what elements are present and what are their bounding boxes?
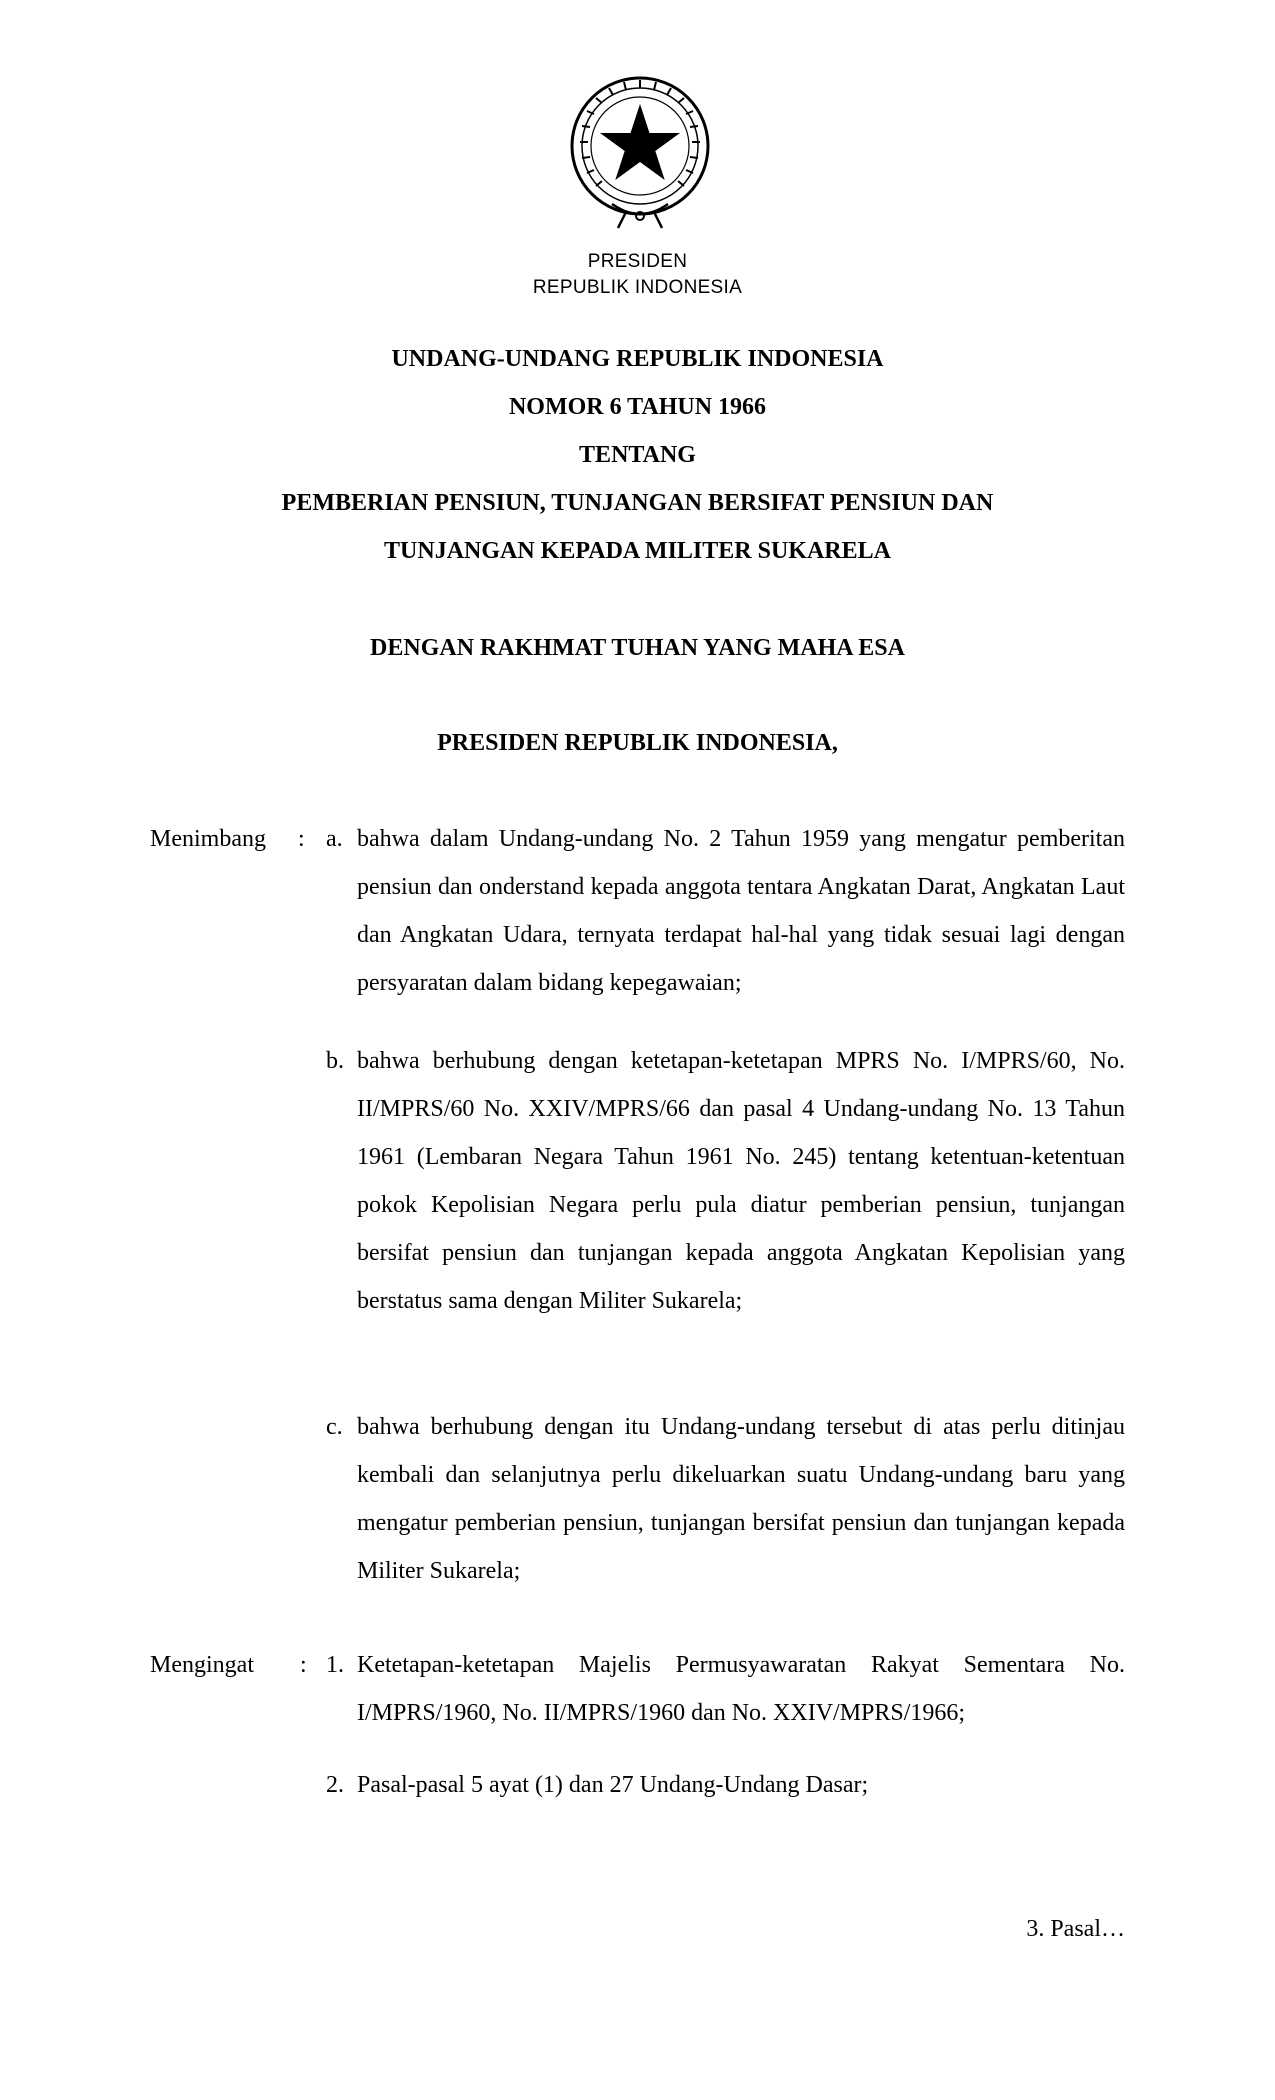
menimbang-item-c-text: bahwa berhubung dengan itu Undang-undang tersebut di atas perlu ditinjau kembali dan selanjutnya perlu dikeluarkan suatu Undang-undang baru yang mengatur pemberian pensiun, tunjangan bersifat pensiun dan tunjangan kepada Militer Sukarela; (357, 1414, 1125, 1584)
menimbang-item-a-marker: a. (326, 826, 343, 852)
document-title-line3: TENTANG (579, 442, 696, 468)
document-title-line1: UNDANG-UNDANG REPUBLIK INDONESIA (391, 346, 884, 372)
issuer-heading-line2: REPUBLIK INDONESIA (532, 277, 743, 298)
mengingat-label: Mengingat (150, 1652, 254, 1678)
mengingat-item-2-text: Pasal-pasal 5 ayat (1) dan 27 Undang-Undang Dasar; (357, 1772, 869, 1798)
issuer-heading: PRESIDEN REPUBLIK INDONESIA, (437, 730, 838, 756)
mengingat-item-2-marker: 2. (326, 1772, 344, 1798)
issuer-heading-line1: PRESIDEN (587, 251, 688, 272)
mengingat-item-1-text: Ketetapan-ketetapan Majelis Permusyawaratan Rakyat Sementara No. I/MPRS/1960, No. II/MPRS/1960 dan No. XXIV/MPRS/1966; (357, 1652, 1125, 1726)
blessing-heading: DENGAN RAKHMAT TUHAN YANG MAHA ESA (370, 635, 905, 661)
mengingat-colon: : (300, 1652, 307, 1678)
garuda-star-emblem-icon (560, 66, 720, 238)
document-subject-line2: TUNJANGAN KEPADA MILITER SUKARELA (384, 538, 891, 564)
menimbang-item-c-marker: c. (326, 1414, 343, 1440)
page-continuation: 3. Pasal… (1026, 1916, 1125, 1942)
document-subject-line1: PEMBERIAN PENSIUN, TUNJANGAN BERSIFAT PENSIUN DAN (281, 490, 994, 516)
menimbang-item-b-text: bahwa berhubung dengan ketetapan-ketetapan MPRS No. I/MPRS/60, No. II/MPRS/60 No. XXIV/MPRS/66 dan pasal 4 Undang-undang No. 13 Tahun 1961 (Lembaran Negara Tahun 1961 No. 245) tentang ketentuan-ketentuan pokok Kepolisian Negara perlu pula diatur pemberian pensiun, tunjangan bersifat pensiun dan tunjangan kepada anggota Angkatan Kepolisian yang berstatus sama dengan Militer Sukarela; (357, 1048, 1125, 1314)
mengingat-item-1-marker: 1. (326, 1652, 344, 1678)
document-number: NOMOR 6 TAHUN 1966 (508, 394, 767, 420)
menimbang-colon: : (298, 826, 305, 852)
menimbang-item-b-marker: b. (326, 1048, 344, 1074)
menimbang-label: Menimbang (150, 826, 266, 852)
menimbang-item-a-text: bahwa dalam Undang-undang No. 2 Tahun 1959 yang mengatur pemberitan pensiun dan onderstand kepada anggota tentara Angkatan Darat, Angkatan Laut dan Angkatan Udara, ternyata terdapat hal-hal yang tidak sesuai lagi dengan persyaratan dalam bidang kepegawaian; (357, 826, 1125, 996)
